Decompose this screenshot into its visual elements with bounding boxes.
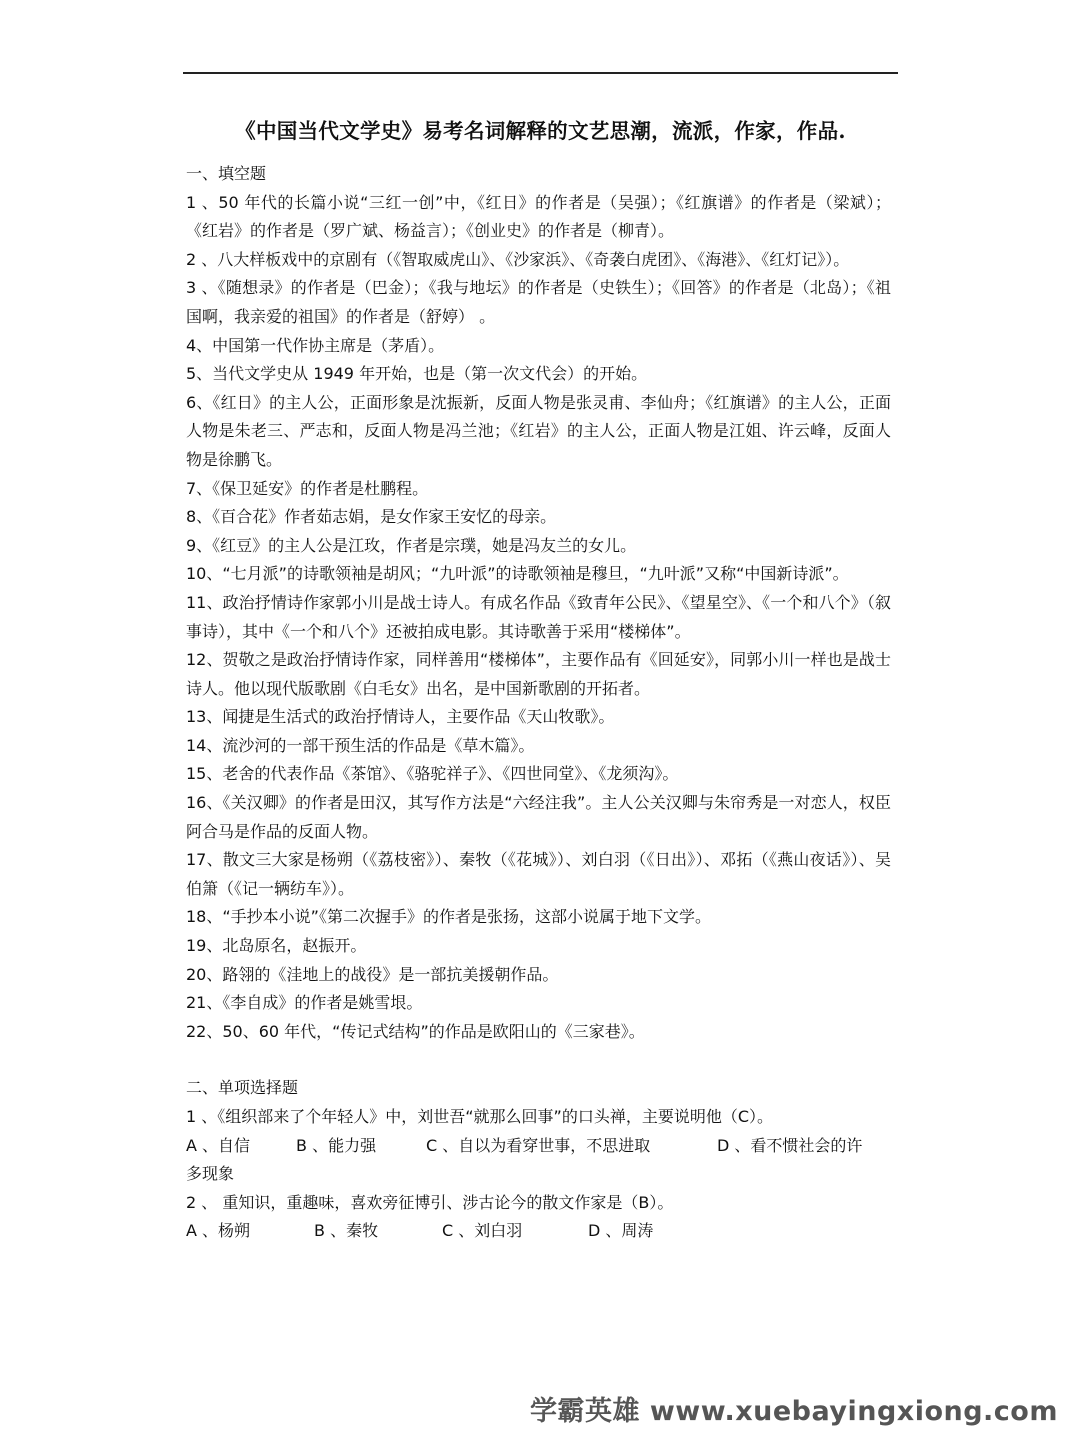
choice-q1-option-c: C 、自以为看穿世事，不思进取	[426, 1135, 651, 1155]
fill-item-18: 18、“手抄本小说”《第二次握手》的作者是张扬，这部小说属于地下文学。	[186, 907, 711, 927]
fill-item-2: 2 、八大样板戏中的京剧有（《智取威虎山》、《沙家浜》、《奇袭白虎团》、《海港》、《红灯记》）。	[186, 249, 850, 269]
fill-item-10: 10、“七月派”的诗歌领袖是胡风；“九叶派”的诗歌领袖是穆旦，“九叶派”又称“中国新诗派”。	[186, 564, 849, 584]
section-gap	[186, 1046, 891, 1074]
fill-item-1: 1 、50 年代的长篇小说“三红一创”中，《红日》的作者是（吴强）；《红旗谱》的作者是（梁斌）；《红岩》的作者是（罗广斌、杨益言）；《创业史》的作者是（柳青）。	[186, 192, 891, 241]
choice-q2-option-b: B 、秦牧	[314, 1221, 379, 1241]
choice-q2-option-c: C 、刘白羽	[442, 1221, 523, 1241]
fill-item-20: 20、路翎的《洼地上的战役》是一部抗美援朝作品。	[186, 964, 559, 984]
choice-q1-option-d: D 、看不惯社会的许	[717, 1135, 863, 1155]
section2-heading: 二、单项选择题	[186, 1078, 299, 1098]
choice-q2-option-d: D 、周涛	[588, 1221, 654, 1241]
fill-item-19: 19、北岛原名，赵振开。	[186, 936, 367, 956]
fill-item-6: 6、《红日》的主人公，正面形象是沈振新，反面人物是张灵甫、李仙舟；《红旗谱》的主人公，正面人物是朱老三、严志和，反面人物是冯兰池；《红岩》的主人公，正面人物是江姐、许云峰，反面人物是徐鹏飞。	[186, 392, 891, 469]
fill-item-4: 4、中国第一代作协主席是（茅盾）。	[186, 335, 445, 355]
choice-q1-stem: 1 、《组织部来了个年轻人》中，刘世吾“就那么回事”的口头禅，主要说明他（C）。	[186, 1107, 774, 1126]
fill-item-14: 14、流沙河的一部干预生活的作品是《草木篇》。	[186, 735, 535, 755]
fill-item-7: 7、《保卫延安》的作者是杜鹏程。	[186, 478, 429, 498]
choice-q2-option-a: A 、杨朔	[186, 1221, 251, 1241]
choice-q1-option-d-continued: 多现象	[186, 1164, 235, 1184]
choice-q1-options	[186, 1132, 891, 1161]
fill-item-9: 9、《红豆》的主人公是江玫，作者是宗璞，她是冯友兰的女儿。	[186, 535, 637, 555]
choice-q2-options	[186, 1217, 891, 1246]
top-rule	[183, 72, 898, 74]
choice-q2-stem: 2 、 重知识，重趣味，喜欢旁征博引、涉古论今的散文作家是（B）。	[186, 1192, 674, 1212]
choice-q1-option-b: B 、能力强	[296, 1135, 377, 1155]
fill-item-16: 16、《关汉卿》的作者是田汉，其写作方法是“六经注我”。主人公关汉卿与朱帘秀是一对恋人，权臣阿合马是作品的反面人物。	[186, 793, 891, 841]
fill-item-21: 21、《李自成》的作者是姚雪垠。	[186, 993, 423, 1013]
fill-item-3: 3 、《随想录》的作者是（巴金）；《我与地坛》的作者是（史铁生）；《回答》的作者是（北岛）；《祖国啊，我亲爱的祖国》的作者是（舒婷） 。	[186, 278, 891, 326]
choice-q1-option-a: A 、自信	[186, 1135, 251, 1155]
footer-watermark: 学霸英雄 www.xuebayingxiong.com	[529, 1396, 1058, 1427]
fill-item-15: 15、老舍的代表作品《茶馆》、《骆驼祥子》、《四世同堂》、《龙须沟》。	[186, 764, 679, 784]
fill-item-12: 12、贺敬之是政治抒情诗作家，同样善用“楼梯体”，主要作品有《回延安》，同郭小川一样也是战士诗人。他以现代版歌剧《白毛女》出名，是中国新歌剧的开拓者。	[186, 650, 891, 698]
fill-item-5: 5、当代文学史从 1949 年开始，也是（第一次文代会）的开始。	[186, 364, 648, 384]
fill-item-13: 13、闻捷是生活式的政治抒情诗人，主要作品《天山牧歌》。	[186, 707, 615, 727]
fill-item-17: 17、散文三大家是杨朔（《荔枝密》）、秦牧（《花城》）、刘白羽（《日出》）、邓拓（《燕山夜话》）、吴伯箫（《记一辆纺车》）。	[186, 850, 891, 898]
fill-item-22: 22、50、60 年代，“传记式结构”的作品是欧阳山的《三家巷》。	[186, 1021, 645, 1041]
document-title: 《中国当代文学史》易考名词解释的文艺思潮，流派，作家，作品.	[235, 119, 846, 143]
section1-heading: 一、填空题	[186, 164, 267, 183]
document-body	[186, 160, 891, 1246]
fill-item-11: 11、政治抒情诗作家郭小川是战士诗人。有成名作品《致青年公民》、《望星空》、《一个和八个》（叙事诗），其中《一个和八个》还被拍成电影。其诗歌善于采用“楼梯体”。	[186, 592, 891, 641]
fill-item-8: 8、《百合花》作者茹志娟，是女作家王安忆的母亲。	[186, 507, 557, 527]
